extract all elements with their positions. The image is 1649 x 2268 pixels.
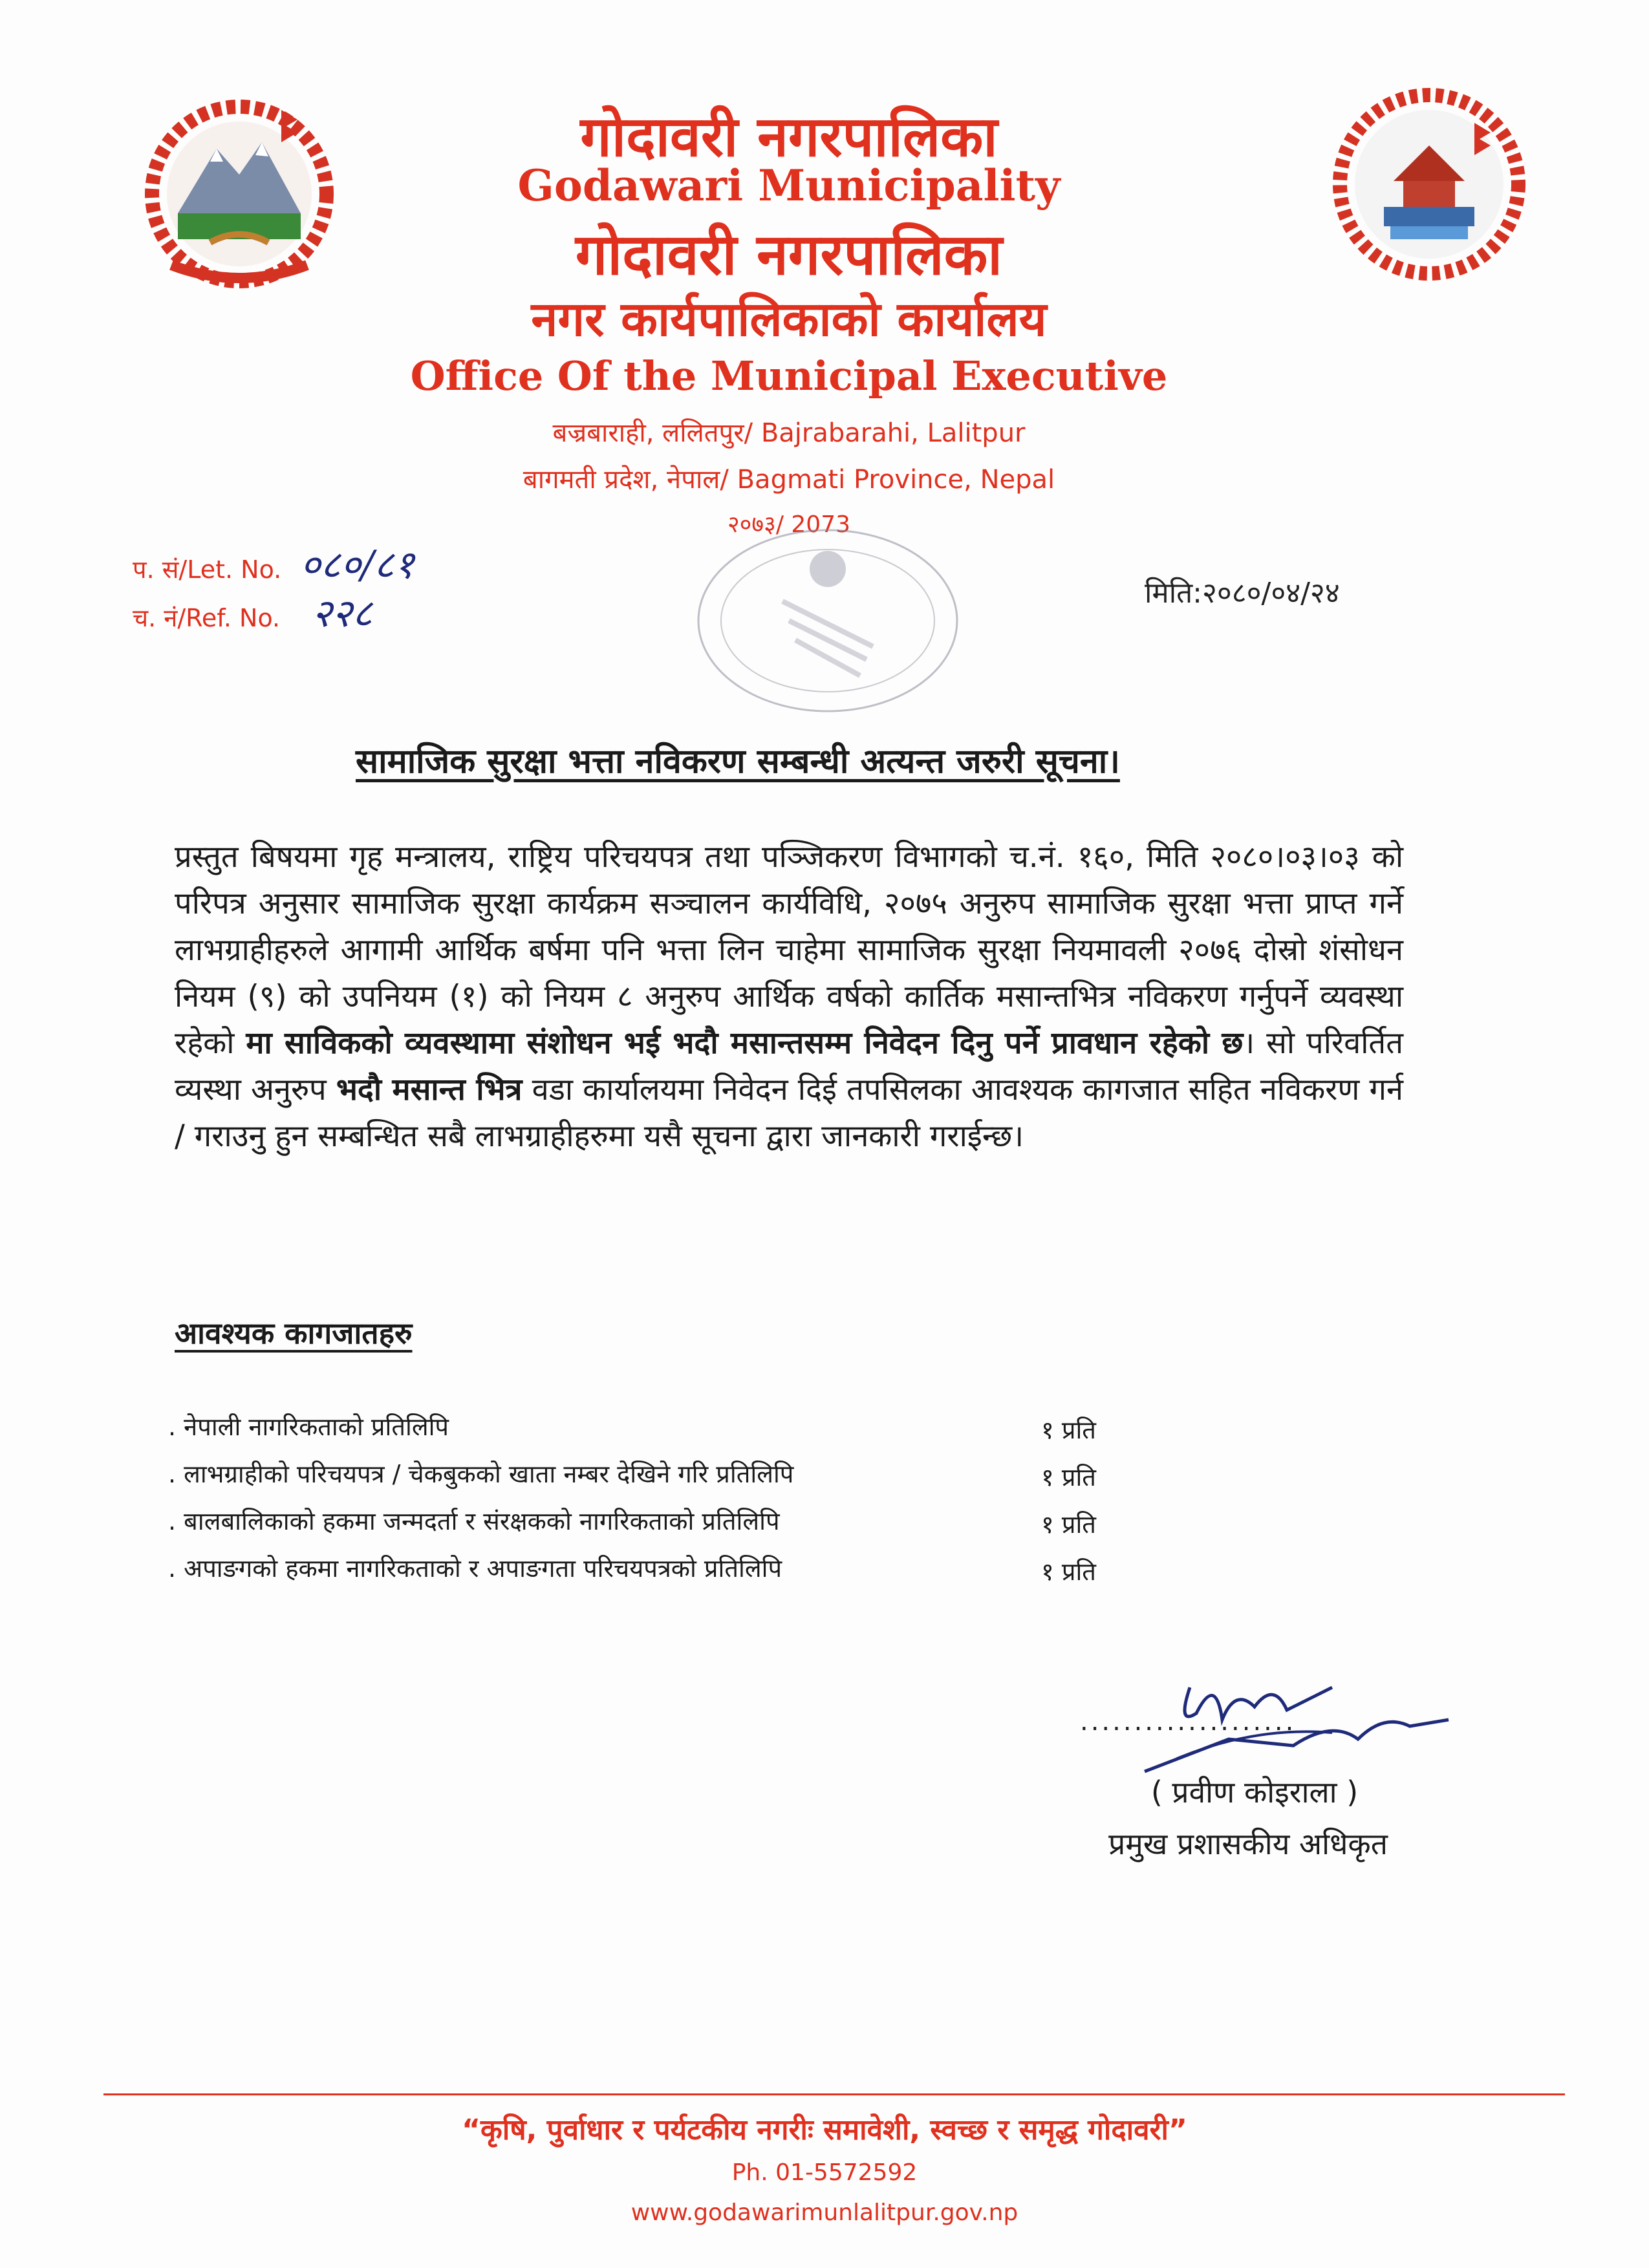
body-part-5: वडा कार्यालयमा निवेदन दिई तपसिलका आवश्यक कागजात सहित नविकरण गर्न / गराउनु हुन सम्बन्धित सबै लाभग्राहीहरुमा यसै सूचना द्वारा जानकारी गराईन्छ।	[175, 1072, 1404, 1154]
body-part-2-bold: मा साविकको व्यवस्थामा संशोधन भई भदौ मसान्तसम्म निवेदन दिनु पर्ने प्रावधान रहेको छ	[246, 1025, 1244, 1061]
office-name-nepali: नगर कार्यपालिकाको कार्यालय	[531, 292, 1047, 347]
signature-line: ....................	[1080, 1707, 1297, 1737]
municipality-name-nepali: गोदावरी नगरपालिका	[580, 105, 998, 169]
signatory-name: ( प्रवीण कोइराला )	[1150, 1775, 1359, 1810]
notice-body	[175, 834, 1403, 1160]
document-qty: १ प्रति	[1041, 1463, 1096, 1492]
reference-number-value: २२८	[312, 591, 372, 636]
document-qty: १ प्रति	[1041, 1416, 1096, 1444]
footer-website: www.godawarimunlalitpur.gov.np	[630, 2199, 1018, 2226]
footer-phone: Ph. 01-5572592	[731, 2159, 918, 2186]
notice-subject: सामाजिक सुरक्षा भत्ता नविकरण सम्बन्धी अत्यन्त जरुरी सूचना।	[356, 742, 1120, 781]
address-line-2: बागमती प्रदेश, नेपाल/ Bagmati Province, Nepal	[523, 465, 1055, 495]
body-part-4-bold: भदौ मसान्त भित्र	[336, 1072, 523, 1107]
signatory-title: प्रमुख प्रशासकीय अधिकृत	[1108, 1826, 1388, 1861]
document-item: . बालबालिकाको हकमा जन्मदर्ता र संरक्षकको नागरिकताको प्रतिलिपि	[168, 1507, 780, 1535]
document-qty: १ प्रति	[1041, 1557, 1096, 1586]
document-item: . अपाङगको हकमा नागरिकताको र अपाङगता परिचयपत्रको प्रतिलिपि	[168, 1554, 782, 1583]
municipality-name-english: Godawari Municipality	[517, 160, 1061, 211]
document-item: . लाभग्राहीको परिचयपत्र / चेकबुकको खाता नम्बर देखिने गरि प्रतिलिपि	[168, 1460, 794, 1488]
document-item: . नेपाली नागरिकताको प्रतिलिपि	[168, 1413, 449, 1441]
reference-number-label: च. नं/Ref. No.	[133, 604, 281, 632]
letter-number	[133, 537, 415, 590]
letter-number-value: ०८०/८१	[300, 542, 415, 588]
letter-date: मिति:२०८०/०४/२४	[1145, 577, 1340, 610]
municipality-name-stylized: गोदावरी नगरपालिका	[575, 221, 1003, 288]
reference-number	[133, 585, 372, 638]
body-part-1: प्रस्तुत बिषयमा गृह मन्त्रालय, राष्ट्रिय परिचयपत्र तथा पञ्जिकरण विभागको च.नं. १६०, मिति २०८०।०३।०३ को परिपत्र अनुसार सामाजिक सुरक्षा कार्यक्रम सञ्चालन कार्यविधि, २०७५ अनुरुप सामाजिक सुरक्षा भत्ता प्राप्त गर्ने लाभग्राहीहरुले आगामी आर्थिक बर्षमा पनि भत्ता लिन चाहेमा सामाजिक सुरक्षा नियमावली २०७६ दोस्रो शंसोधन नियम (९) को उपनियम (१) को नियम ८ अनुरुप आर्थिक वर्षको कार्तिक मसान्तभित्र नविकरण गर्नुपर्ने व्यवस्था रहेको	[175, 839, 1403, 1061]
letter-number-label: प. सं/Let. No.	[133, 555, 282, 584]
address-line-1: बज्रबाराही, ललितपुर/ Bajrabarahi, Lalitpur	[552, 418, 1026, 448]
document-qty: १ प्रति	[1041, 1510, 1096, 1539]
footer-slogan: “कृषि, पुर्वाधार र पर्यटकीय नगरीः समावेशी, स्वच्छ र समृद्ध गोदावरी”	[462, 2113, 1187, 2146]
body-part-3: । सो परिवर्तित व्यस्था अनुरुप	[175, 1025, 1403, 1107]
official-stamp-icon	[685, 524, 970, 731]
office-name-english: Office Of the Municipal Executive	[410, 352, 1168, 400]
established-year: २०७३/ 2073	[727, 511, 851, 538]
required-documents-heading: आवश्यक कागजातहरु	[175, 1316, 413, 1351]
footer-divider	[103, 2093, 1565, 2095]
